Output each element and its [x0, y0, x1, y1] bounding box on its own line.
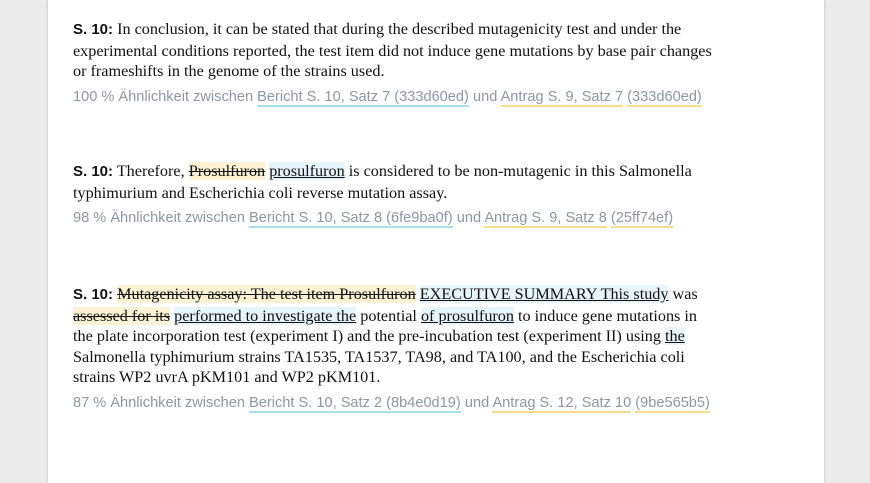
- application-reference-hash[interactable]: (25ff74ef): [610, 210, 674, 226]
- sentence-text: S. 10: In conclusion, it can be stated that during the described mutagenicity test and under the experimental conditions reported, the test item did not induce gene mutations by base pair changes or frameshifts in the genome of the strains used.: [73, 20, 712, 80]
- page-label: S. 10:: [73, 21, 114, 38]
- similarity-line: 87 % Ähnlichkeit zwischen Bericht S. 10, Satz 2 (8b4e0d19) und Antrag S. 12, Satz 10 (9be565b5): [73, 394, 710, 411]
- similarity-text: 98 % Ähnlichkeit zwischen: [73, 210, 245, 226]
- page-label: S. 10:: [73, 286, 114, 303]
- page-label: S. 10:: [73, 163, 114, 180]
- inserted-text: prosulfuron: [269, 162, 345, 180]
- inserted-text: EXECUTIVE SUMMARY This study: [419, 285, 669, 303]
- document-page: [48, 0, 824, 483]
- application-reference-hash[interactable]: (9be565b5): [635, 394, 710, 411]
- similarity-text: 100 % Ähnlichkeit zwischen: [73, 88, 254, 105]
- report-reference-link[interactable]: Bericht S. 10, Satz 2 (8b4e0d19): [249, 394, 461, 411]
- report-reference-link[interactable]: Bericht S. 10, Satz 8 (6fe9ba0f): [249, 210, 453, 226]
- comparison-entry-3: [73, 284, 713, 413]
- deleted-text: Mutagenicity assay: The test item Prosulfuron: [117, 285, 416, 303]
- application-reference-link[interactable]: Antrag S. 9, Satz 7: [500, 88, 624, 105]
- inserted-text: of prosulfuron: [420, 306, 514, 325]
- report-reference-link[interactable]: Bericht S. 10, Satz 7 (333d60ed): [257, 88, 469, 105]
- application-reference-hash[interactable]: (333d60ed): [627, 88, 702, 105]
- sentence-text: S. 10: Mutagenicity assay: The test item Prosulfuron EXECUTIVE SUMMARY This study was assessed for its performed to investigate the potential of prosulfuron to induce gene mutations in the plate incorporation test (experiment I) and the pre-incubation test (experiment II) using the Salmonella typhimurium strains TA1535, TA1537, TA98, and TA100, and the Escherichia coli strains WP2 uvrA pKM101 and WP2 pKM101.: [73, 285, 698, 386]
- similarity-text: 87 % Ähnlichkeit zwischen: [73, 394, 245, 411]
- deleted-text: Prosulfuron: [188, 162, 266, 180]
- similarity-line: 100 % Ähnlichkeit zwischen Bericht S. 10, Satz 7 (333d60ed) und Antrag S. 9, Satz 7 (333d60ed): [73, 88, 702, 105]
- application-reference-link[interactable]: Antrag S. 9, Satz 8: [484, 210, 607, 226]
- similarity-line: 98 % Ähnlichkeit zwischen Bericht S. 10, Satz 8 (6fe9ba0f) und Antrag S. 9, Satz 8 (25ff74ef): [73, 210, 674, 226]
- inserted-text: the: [664, 327, 685, 345]
- deleted-text: assessed for its: [73, 306, 171, 325]
- sentence-text: S. 10: Therefore, Prosulfuron prosulfuron is considered to be non-mutagenic in this Salmonella typhimurium and Escherichia coli reverse mutation assay.: [73, 162, 692, 202]
- comparison-entry-1: [73, 19, 713, 107]
- inserted-text: performed to investigate the: [174, 306, 357, 325]
- comparison-entry-2: [73, 161, 713, 229]
- application-reference-link[interactable]: Antrag S. 12, Satz 10: [492, 394, 632, 411]
